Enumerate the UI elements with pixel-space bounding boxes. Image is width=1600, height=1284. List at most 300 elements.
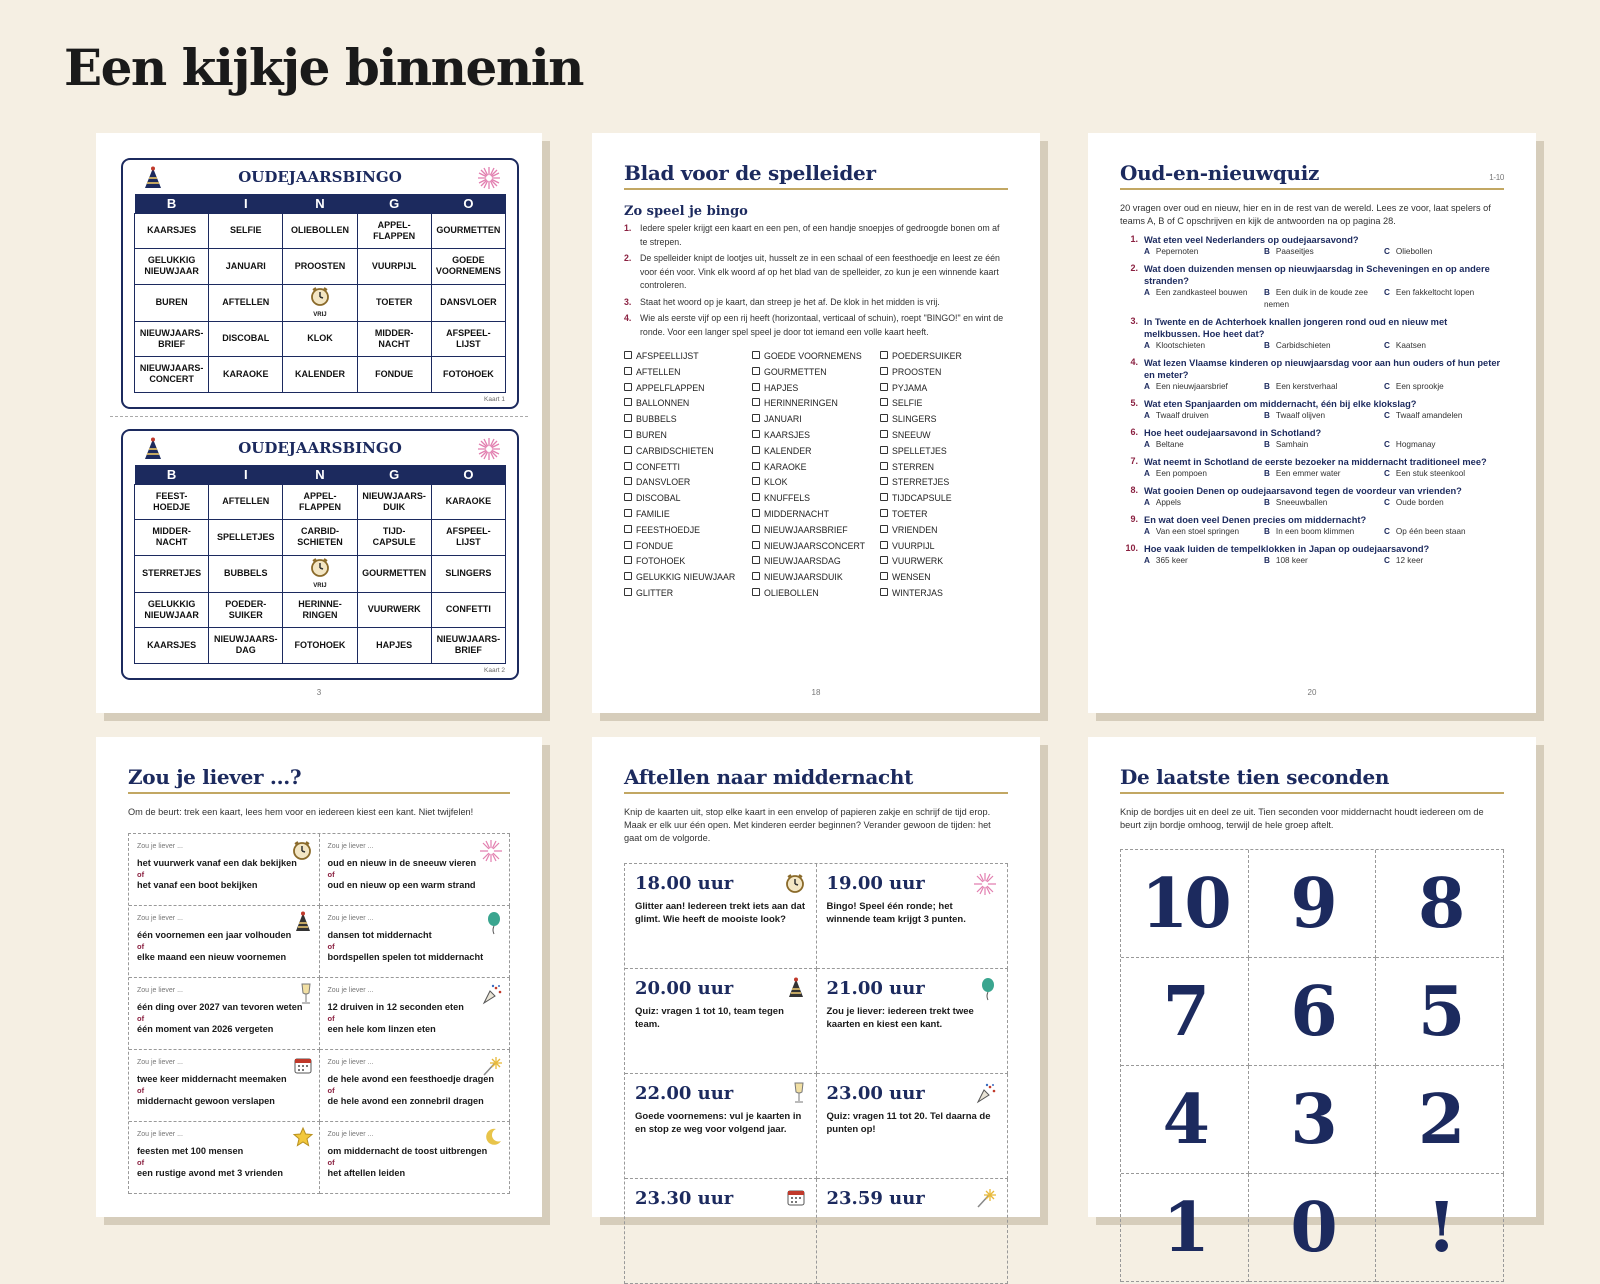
bingo-cell: NIEUWJAARS- BRIEF xyxy=(431,628,505,664)
answer-option: C Een stuk steenkool xyxy=(1384,469,1466,478)
page-heading: Zou je liever ...? xyxy=(128,765,510,794)
bingo-row xyxy=(135,213,506,249)
countdown-task: Glitter aan! Iedereen trekt iets aan dat glimt. Wie heeft de mooiste look? xyxy=(635,901,806,925)
question-number: 1. xyxy=(1130,234,1138,244)
word-checkbox-item[interactable]: SNEEUW xyxy=(880,428,1008,444)
word-checkbox-item[interactable]: CONFETTI xyxy=(624,460,752,476)
number-sign: 0 xyxy=(1249,1174,1377,1282)
bingo-cell: MIDDER- NACHT xyxy=(357,321,431,357)
word-checkbox-item[interactable]: APPELFLAPPEN xyxy=(624,381,752,397)
option-b: een rustige avond met 3 vrienden xyxy=(137,1168,284,1178)
clock-icon xyxy=(309,299,331,309)
option-b: de hele avond een zonnebril dragen xyxy=(327,1096,484,1106)
rather-card xyxy=(320,1122,511,1194)
word-checkbox-item[interactable]: PROOSTEN xyxy=(880,365,1008,381)
word-checkbox-item[interactable]: SPELLETJES xyxy=(880,444,1008,460)
number-sign-grid xyxy=(1120,849,1504,1282)
page-last-seconds xyxy=(1088,737,1536,1268)
word-checkbox-item[interactable]: VUURPIJL xyxy=(880,539,1008,555)
answer-option: B Een duik in de koude zee nemen xyxy=(1264,288,1368,309)
countdown-card xyxy=(625,864,817,969)
word-checkbox-item[interactable]: KARAOKE xyxy=(752,460,880,476)
instruction-list xyxy=(624,222,1008,339)
countdown-task: Bingo! Speel één ronde; het winnende team krijgt 3 punten. xyxy=(826,901,966,925)
countdown-card xyxy=(625,1179,817,1284)
bingo-cell: HERINNE- RINGEN xyxy=(283,592,357,628)
bingo-letter: G xyxy=(357,465,431,484)
countdown-time: 18.00 uur xyxy=(635,873,734,894)
bingo-cell: MIDDER- NACHT xyxy=(135,520,209,556)
countdown-intro: Knip de kaarten uit, stop elke kaart in een envelop of papieren zakje en schrijf de tijd erop. Maak er elk uur één open. Met kinderen eerder beginnen? Verander gewoon de tijden: het gaat om de volgorde. xyxy=(624,807,991,843)
word-checkbox-item[interactable]: KNUFFELS xyxy=(752,491,880,507)
answer-option: C Twaalf amandelen xyxy=(1384,411,1463,420)
question-text: Wat doen duizenden mensen op nieuwjaarsdag in Scheveningen en op andere stranden? xyxy=(1144,264,1490,286)
answer-option: B 108 keer xyxy=(1264,556,1308,565)
bingo-letter: B xyxy=(135,465,209,484)
quiz-question xyxy=(1120,485,1504,509)
word-column xyxy=(752,349,880,602)
word-checkbox-item[interactable]: HAPJES xyxy=(752,381,880,397)
bingo-cell: HAPJES xyxy=(357,628,431,664)
bingo-row xyxy=(135,284,506,321)
answer-options xyxy=(1144,439,1504,451)
number-sign: 4 xyxy=(1121,1066,1249,1174)
bingo-cell: BUBBELS xyxy=(209,555,283,592)
quiz-question xyxy=(1120,427,1504,451)
rather-card xyxy=(320,834,511,906)
answer-option: A Twaalf druiven xyxy=(1144,411,1209,420)
answer-option: C Oliebollen xyxy=(1384,247,1433,256)
page-countdown xyxy=(592,737,1040,1217)
question-number: 5. xyxy=(1130,398,1138,408)
quiz-question xyxy=(1120,357,1504,393)
popper-icon xyxy=(481,983,503,1009)
answer-option: B Een emmer water xyxy=(1264,469,1341,478)
bingo-cell: KAARSJES xyxy=(135,213,209,249)
rather-label: Zou je liever ... xyxy=(137,1059,183,1066)
answer-options xyxy=(1144,497,1504,509)
rather-card xyxy=(320,906,511,978)
word-checkbox-item[interactable]: MIDDERNACHT xyxy=(752,507,880,523)
word-checkbox-item[interactable]: FONDUE xyxy=(624,539,752,555)
rather-label: Zou je liever ... xyxy=(327,1059,374,1066)
answer-option: A Beltane xyxy=(1144,440,1184,449)
sparkler-icon xyxy=(975,1187,997,1214)
word-checkbox-item[interactable]: WINTERJAS xyxy=(880,586,1008,602)
countdown-task: Quiz: vragen 1 tot 10, team tegen team. xyxy=(635,1006,784,1030)
bingo-cell: FOTOHOEK xyxy=(283,628,357,664)
rather-label: Zou je liever ... xyxy=(327,1131,374,1138)
word-checkbox-item[interactable]: BUBBELS xyxy=(624,412,752,428)
word-checklist xyxy=(624,349,1008,602)
option-b: één moment van 2026 vergeten xyxy=(137,1024,274,1034)
step-number: 4. xyxy=(624,313,632,323)
word-checkbox-item[interactable]: DANSVLOER xyxy=(624,475,752,491)
bingo-cell: NIEUWJAARS- DUIK xyxy=(357,484,431,520)
countdown-card-grid xyxy=(624,863,1008,1284)
clock-icon xyxy=(784,872,806,899)
clock-icon xyxy=(291,839,313,865)
word-column xyxy=(880,349,1008,602)
instruction-step xyxy=(624,296,1008,310)
bingo-cell: OLIEBOLLEN xyxy=(283,213,357,249)
bingo-row xyxy=(135,592,506,628)
countdown-card xyxy=(817,969,1009,1074)
word-checkbox-item[interactable]: NIEUWJAARSBRIEF xyxy=(752,523,880,539)
glass-icon xyxy=(792,1082,806,1109)
answer-option: C Hogmanay xyxy=(1384,440,1436,449)
word-checkbox-item[interactable]: DISCOBAL xyxy=(624,491,752,507)
sparkler-icon xyxy=(481,1055,503,1081)
rather-label: Zou je liever ... xyxy=(327,843,374,850)
instruction-step xyxy=(624,312,1008,339)
answer-option: B Paaseitjes xyxy=(1264,247,1314,256)
bingo-cell: NIEUWJAARS- DAG xyxy=(209,628,283,664)
bingo-cell: CONFETTI xyxy=(431,592,505,628)
word-checkbox-item[interactable]: STERRETJES xyxy=(880,475,1008,491)
word-checkbox-item[interactable]: GOURMETTEN xyxy=(752,365,880,381)
word-checkbox-item[interactable]: FAMILIE xyxy=(624,507,752,523)
card-label: Kaart 1 xyxy=(484,395,505,403)
answer-option: C Kaatsen xyxy=(1384,341,1426,350)
step-number: 2. xyxy=(624,253,632,263)
word-checkbox-item[interactable]: POEDERSUIKER xyxy=(880,349,1008,365)
answer-options xyxy=(1144,246,1504,258)
number-sign: 6 xyxy=(1249,958,1377,1066)
question-number: 10. xyxy=(1125,543,1138,553)
word-checkbox-item[interactable]: NIEUWJAARSDUIK xyxy=(752,570,880,586)
firework-icon xyxy=(477,437,501,461)
bingo-cell: AFSPEEL- LIJST xyxy=(431,321,505,357)
answer-option: C Oude borden xyxy=(1384,498,1444,507)
bingo-cell: AFSPEEL- LIJST xyxy=(431,520,505,556)
rather-card xyxy=(129,978,320,1050)
main-title: Een kijkje binnenin xyxy=(64,38,584,97)
option-b: het vanaf een boot bekijken xyxy=(137,880,258,890)
word-checkbox-item[interactable]: CARBIDSCHIETEN xyxy=(624,444,752,460)
answer-option: C Een sprookje xyxy=(1384,382,1444,391)
option-b: bordspellen spelen tot middernacht xyxy=(327,952,484,962)
number-sign: 2 xyxy=(1376,1066,1504,1174)
quiz-question xyxy=(1120,456,1504,480)
answer-options xyxy=(1144,287,1504,311)
countdown-card xyxy=(625,1074,817,1179)
option-a: om middernacht de toost uitbrengen xyxy=(327,1146,488,1156)
bingo-cell: APPEL- FLAPPEN xyxy=(357,213,431,249)
section-subtitle: Zo speel je bingo xyxy=(624,204,748,219)
quiz-question xyxy=(1120,316,1504,352)
countdown-time: 23.00 uur xyxy=(826,1083,925,1104)
page-quiz xyxy=(1088,133,1536,713)
or-label: of xyxy=(327,1014,335,1023)
word-checkbox-item[interactable]: OLIEBOLLEN xyxy=(752,586,880,602)
bingo-cell: JANUARI xyxy=(209,249,283,285)
option-a: het vuurwerk vanaf een dak bekijken xyxy=(137,858,297,868)
calendar-icon xyxy=(786,1187,806,1212)
hat-icon xyxy=(786,977,806,1004)
option-a: één ding over 2027 van tevoren weten xyxy=(137,1002,303,1012)
word-checkbox-item[interactable]: PYJAMA xyxy=(880,381,1008,397)
bingo-row xyxy=(135,357,506,393)
popper-icon xyxy=(975,1082,997,1109)
countdown-time: 22.00 uur xyxy=(635,1083,734,1104)
bingo-row xyxy=(135,520,506,556)
answer-option: A Van een stoel springen xyxy=(1144,527,1240,536)
bingo-cell: FEEST- HOEDJE xyxy=(135,484,209,520)
answer-option: C Een fakkeltocht lopen xyxy=(1384,288,1475,297)
word-checkbox-item[interactable]: GLITTER xyxy=(624,586,752,602)
option-b: oud en nieuw op een warm strand xyxy=(327,880,476,890)
question-number: 2. xyxy=(1130,263,1138,273)
word-checkbox-item[interactable]: VUURWERK xyxy=(880,554,1008,570)
countdown-card xyxy=(817,864,1009,969)
or-label: of xyxy=(137,1158,145,1167)
question-number: 4. xyxy=(1130,357,1138,367)
countdown-card xyxy=(817,1074,1009,1179)
word-checkbox-item[interactable]: FEESTHOEDJE xyxy=(624,523,752,539)
question-text: In Twente en de Achterhoek knallen jongeren rond oud en nieuw met melkbussen. Hoe heet dat? xyxy=(1144,317,1448,339)
rather-intro: Om de beurt: trek een kaart, lees hem voor en iedereen kiest een kant. Niet twijfelen! xyxy=(128,807,474,817)
question-number: 7. xyxy=(1130,456,1138,466)
bingo-cell: NIEUWJAARS- BRIEF xyxy=(135,321,209,357)
numbers-intro: Knip de bordjes uit en deel ze uit. Tien seconden voor middernacht houdt iedereen om de beurt zijn bordje omhoog, terwijl de hele groep aftelt. xyxy=(1120,807,1484,830)
balloon-icon xyxy=(485,911,503,939)
glass-icon xyxy=(299,983,313,1009)
quiz-intro: 20 vragen over oud en nieuw, hier en in de rest van de wereld. Lees ze voor, laat spelers of teams A, B of C opschrijven en kijk de antwoorden na op pagina 28. xyxy=(1120,203,1491,226)
number-sign: 10 xyxy=(1121,850,1249,958)
bingo-cell: PROOSTEN xyxy=(283,249,357,285)
countdown-task: Zou je liever: iedereen trekt twee kaarten en kiest een kant. xyxy=(826,1006,974,1030)
or-label: of xyxy=(137,870,145,879)
option-b: middernacht gewoon verslapen xyxy=(137,1096,275,1106)
answer-option: B Sneeuwballen xyxy=(1264,498,1328,507)
bingo-cell: GOURMETTEN xyxy=(357,555,431,592)
question-text: Wat eten veel Nederlanders op oudejaarsavond? xyxy=(1144,235,1359,245)
page-heading: Aftellen naar middernacht xyxy=(624,765,1008,794)
bingo-cell: DANSVLOER xyxy=(431,284,505,321)
firework-icon xyxy=(477,166,501,190)
or-label: of xyxy=(327,1086,335,1095)
bingo-cell: KAARSJES xyxy=(135,628,209,664)
option-b: een hele kom linzen eten xyxy=(327,1024,436,1034)
page-number: 3 xyxy=(316,688,322,697)
bingo-cell: KARAOKE xyxy=(431,484,505,520)
word-checkbox-item[interactable]: FOTOHOEK xyxy=(624,554,752,570)
bingo-cell: FONDUE xyxy=(357,357,431,393)
question-text: Hoe heet oudejaarsavond in Schotland? xyxy=(1144,428,1322,438)
bingo-cell: GELUKKIG NIEUWJAAR xyxy=(135,592,209,628)
answer-options xyxy=(1144,410,1504,422)
answer-options xyxy=(1144,340,1504,352)
countdown-task: Quiz: vragen 11 tot 20. Tel daarna de punten op! xyxy=(826,1111,991,1135)
step-number: 1. xyxy=(624,223,632,233)
bingo-cell xyxy=(283,555,357,592)
balloon-icon xyxy=(979,977,997,1006)
word-checkbox-item[interactable]: SELFIE xyxy=(880,396,1008,412)
bingo-cell xyxy=(283,284,357,321)
word-checkbox-item[interactable]: JANUARI xyxy=(752,412,880,428)
or-label: of xyxy=(327,942,335,951)
number-sign: 7 xyxy=(1121,958,1249,1066)
question-number: 6. xyxy=(1130,427,1138,437)
rather-label: Zou je liever ... xyxy=(137,987,183,994)
option-a: de hele avond een feesthoedje dragen xyxy=(327,1074,494,1084)
bingo-cell: FOTOHOEK xyxy=(431,357,505,393)
answer-option: A 365 keer xyxy=(1144,556,1188,565)
word-checkbox-item[interactable]: GOEDE VOORNEMENS xyxy=(752,349,880,365)
number-sign: 5 xyxy=(1376,958,1504,1066)
question-text: Wat eten Spanjaarden om middernacht, één bij elke klokslag? xyxy=(1144,399,1417,409)
countdown-card xyxy=(625,969,817,1074)
rather-label: Zou je liever ... xyxy=(327,987,374,994)
bingo-row xyxy=(135,555,506,592)
word-checkbox-item[interactable]: TIJDCAPSULE xyxy=(880,491,1008,507)
word-checkbox-item[interactable]: AFTELLEN xyxy=(624,365,752,381)
firework-icon xyxy=(973,872,997,901)
word-column xyxy=(624,349,752,602)
bingo-cell: AFTELLEN xyxy=(209,284,283,321)
answer-options xyxy=(1144,468,1504,480)
bingo-letter: G xyxy=(357,194,431,213)
step-number: 3. xyxy=(624,296,632,307)
word-checkbox-item[interactable]: SLINGERS xyxy=(880,412,1008,428)
answer-options xyxy=(1144,381,1504,393)
or-label: of xyxy=(327,1158,335,1167)
rather-card xyxy=(129,834,320,906)
or-label: of xyxy=(137,1086,145,1095)
countdown-card xyxy=(817,1179,1009,1284)
answer-option: C 12 keer xyxy=(1384,556,1424,565)
word-checkbox-item[interactable]: KAARSJES xyxy=(752,428,880,444)
answer-option: B Twaalf olijven xyxy=(1264,411,1326,420)
word-checkbox-item[interactable]: KALENDER xyxy=(752,444,880,460)
or-label: of xyxy=(137,1014,145,1023)
bingo-cell: KALENDER xyxy=(283,357,357,393)
word-checkbox-item[interactable]: TOETER xyxy=(880,507,1008,523)
instruction-step xyxy=(624,222,1008,249)
bingo-letter: O xyxy=(431,194,505,213)
question-list xyxy=(1120,234,1504,567)
cut-line xyxy=(110,416,528,417)
question-number: 3. xyxy=(1130,316,1138,326)
bingo-cell: STERRETJES xyxy=(135,555,209,592)
answer-option: A Klootschieten xyxy=(1144,341,1206,350)
word-checkbox-item[interactable]: NIEUWJAARSDAG xyxy=(752,554,880,570)
number-sign: 8 xyxy=(1376,850,1504,958)
page-would-you-rather xyxy=(96,737,542,1217)
quiz-question xyxy=(1120,514,1504,538)
rather-label: Zou je liever ... xyxy=(137,915,183,922)
rather-card xyxy=(129,1050,320,1122)
rather-card-grid xyxy=(128,833,510,1194)
word-checkbox-item[interactable]: NIEUWJAARSCONCERT xyxy=(752,539,880,555)
word-checkbox-item[interactable]: WENSEN xyxy=(880,570,1008,586)
bingo-title: OUDEJAARSBINGO xyxy=(238,439,402,457)
answer-option: A Een nieuwjaarsbrief xyxy=(1144,382,1228,391)
free-label: VRIJ xyxy=(313,311,327,318)
question-text: Wat gooien Denen op oudejaarsavond tegen de voordeur van vrienden? xyxy=(1144,486,1462,496)
answer-option: A Appels xyxy=(1144,498,1181,507)
option-b: het aftellen leiden xyxy=(327,1168,406,1178)
bingo-cell: GOURMETTEN xyxy=(431,213,505,249)
countdown-time: 23.30 uur xyxy=(635,1188,734,1209)
bingo-letter: B xyxy=(135,194,209,213)
number-sign: 1 xyxy=(1121,1174,1249,1282)
option-b: elke maand een nieuw voornemen xyxy=(137,952,287,962)
question-text: En wat doen veel Denen precies om middernacht? xyxy=(1144,515,1367,525)
word-checkbox-item[interactable]: KLOK xyxy=(752,475,880,491)
option-a: feesten met 100 mensen xyxy=(137,1146,244,1156)
countdown-time: 23.59 uur xyxy=(826,1188,925,1209)
bingo-cell: SPELLETJES xyxy=(209,520,283,556)
word-checkbox-item[interactable]: GELUKKIG NIEUWJAAR xyxy=(624,570,752,586)
page-heading: Blad voor de spelleider xyxy=(624,161,1008,190)
bingo-cell: KARAOKE xyxy=(209,357,283,393)
number-sign: 3 xyxy=(1249,1066,1377,1174)
bingo-row xyxy=(135,249,506,285)
option-a: oud en nieuw in de sneeuw vieren xyxy=(327,858,477,868)
bingo-card-2 xyxy=(121,429,519,680)
moon-icon xyxy=(483,1127,503,1151)
word-checkbox-item[interactable]: VRIENDEN xyxy=(880,523,1008,539)
firework-icon xyxy=(479,839,503,867)
word-checkbox-item[interactable]: BALLONNEN xyxy=(624,396,752,412)
answer-option: B Samhain xyxy=(1264,440,1309,449)
bingo-card-1 xyxy=(121,158,519,409)
answer-option: C Op één been staan xyxy=(1384,527,1466,536)
bingo-cell: CARBID- SCHIETEN xyxy=(283,520,357,556)
party-hat-icon xyxy=(143,437,163,461)
quiz-question xyxy=(1120,234,1504,258)
word-checkbox-item[interactable]: BUREN xyxy=(624,428,752,444)
bingo-cell: GELUKKIG NIEUWJAAR xyxy=(135,249,209,285)
bingo-cell: DISCOBAL xyxy=(209,321,283,357)
countdown-time: 21.00 uur xyxy=(826,978,925,999)
number-sign: 9 xyxy=(1249,850,1377,958)
page-number: 18 xyxy=(811,688,821,697)
question-number: 9. xyxy=(1130,514,1138,524)
bingo-cell: SELFIE xyxy=(209,213,283,249)
calendar-icon xyxy=(293,1055,313,1079)
word-checkbox-item[interactable]: HERINNERINGEN xyxy=(752,396,880,412)
option-a: één voornemen een jaar volhouden xyxy=(137,930,292,940)
quiz-question xyxy=(1120,263,1504,311)
page-heading xyxy=(1120,161,1504,190)
question-text: Wat neemt in Schotland de eerste bezoeker na middernacht traditioneel mee? xyxy=(1144,457,1487,467)
page-heading: De laatste tien seconden xyxy=(1120,765,1504,794)
answer-option: A Een zandkasteel bouwen xyxy=(1144,288,1248,297)
bingo-cell: KLOK xyxy=(283,321,357,357)
countdown-time: 20.00 uur xyxy=(635,978,734,999)
bingo-title: OUDEJAARSBINGO xyxy=(238,168,402,186)
word-checkbox-item[interactable]: STERREN xyxy=(880,460,1008,476)
bingo-letter: I xyxy=(209,465,283,484)
countdown-time: 19.00 uur xyxy=(826,873,925,894)
bingo-cell: SLINGERS xyxy=(431,555,505,592)
question-text: Wat lezen Vlaamse kinderen op nieuwjaarsdag voor aan hun ouders of hun peter en meter? xyxy=(1144,358,1501,380)
answer-options xyxy=(1144,555,1504,567)
quiz-question xyxy=(1120,398,1504,422)
step-text: Staat het woord op je kaart, dan streep je het af. De klok in het midden is vrij. xyxy=(640,296,940,307)
rather-label: Zou je liever ... xyxy=(137,1131,183,1138)
number-sign: ! xyxy=(1376,1174,1504,1282)
bingo-row xyxy=(135,321,506,357)
bingo-cell: APPEL- FLAPPEN xyxy=(283,484,357,520)
answer-option: B Carbidschieten xyxy=(1264,341,1331,350)
word-checkbox-item[interactable]: AFSPEELLIJST xyxy=(624,349,752,365)
bingo-row xyxy=(135,484,506,520)
step-text: De spelleider knipt de lootjes uit, husselt ze in een schaal of een feesthoedje en leest ze één voor één voor. Vink elk woord af op het blad van de spelleider, zo kun je een winnende kaart controleren. xyxy=(640,253,1000,290)
